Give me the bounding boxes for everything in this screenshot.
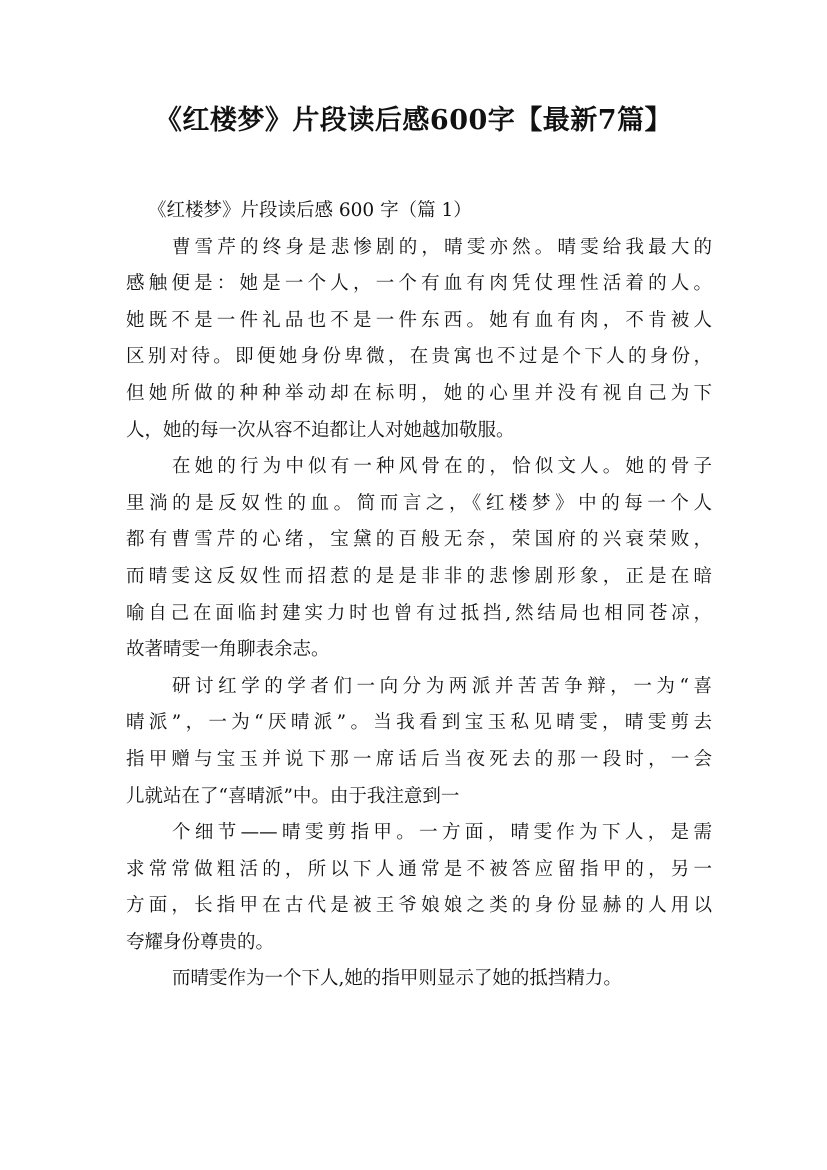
paragraph-line: 但她所做的种种举动却在标明，她的心里并没有视自己为下 [126, 382, 712, 404]
paragraph-line: 而晴雯这反奴性而招惹的是是非非的悲惨剧形象，正是在暗 [126, 565, 712, 587]
document-body [126, 193, 712, 998]
paragraph-line: 个细节——晴雯剪指甲。一方面，晴雯作为下人，是需 [172, 822, 712, 844]
paragraph-line: 方面，长指甲在古代是被王爷娘娘之类的身份显赫的人用以 [126, 895, 712, 917]
document-title: 《红楼梦》片段读后感600字【最新7篇】 [154, 105, 673, 136]
paragraph-line: 指甲赠与宝玉并说下那一席话后当夜死去的那一段时，一会 [126, 748, 712, 770]
paragraph-line: 里淌的是反奴性的血。简而言之，《红楼梦》中的每一个人 [126, 492, 712, 514]
paragraph-line: 晴派”，一为“厌晴派”。当我看到宝玉私见晴雯，晴雯剪去 [126, 712, 712, 734]
paragraph-line: 区别对待。即便她身份卑微，在贵寓也不过是个下人的身份， [126, 346, 712, 368]
paragraph-line: 夸耀身份尊贵的。 [126, 931, 275, 953]
paragraph-line: 她既不是一件礼品也不是一件东西。她有血有肉，不肯被人 [126, 309, 712, 331]
paragraph-line: 人，她的每一次从容不迫都让人对她越加敬服。 [126, 419, 515, 441]
paragraph-line: 都有曹雪芹的心绪，宝黛的百般无奈，荣国府的兴衰荣败， [126, 529, 712, 551]
paragraph-line: 而晴雯作为一个下人,她的指甲则显示了她的抵挡精力。 [172, 968, 622, 990]
paragraph-line: 研讨红学的学者们一向分为两派并苦苦争辩，一为“喜 [172, 675, 712, 697]
paragraph-line: 求常常做粗活的，所以下人通常是不被答应留指甲的，另一 [126, 858, 712, 880]
paragraph-line: 曹雪芹的终身是悲惨剧的，晴雯亦然。晴雯给我最大的 [172, 236, 712, 258]
paragraph-line: 喻自己在面临封建实力时也曾有过抵挡,然结局也相同苍凉， [126, 602, 712, 624]
paragraph-line: 故著晴雯一角聊表余志。 [126, 639, 330, 661]
paragraph-line: 儿就站在了“喜晴派”中。由于我注意到一 [126, 785, 460, 807]
paragraph-line: 在她的行为中似有一种风骨在的，恰似文人。她的骨子 [172, 456, 712, 478]
paragraph-line: 感触便是：她是一个人，一个有血有肉凭仗理性活着的人。 [126, 273, 712, 295]
section-heading: 《红楼梦》片段读后感 600 字（篇 1） [148, 200, 472, 221]
